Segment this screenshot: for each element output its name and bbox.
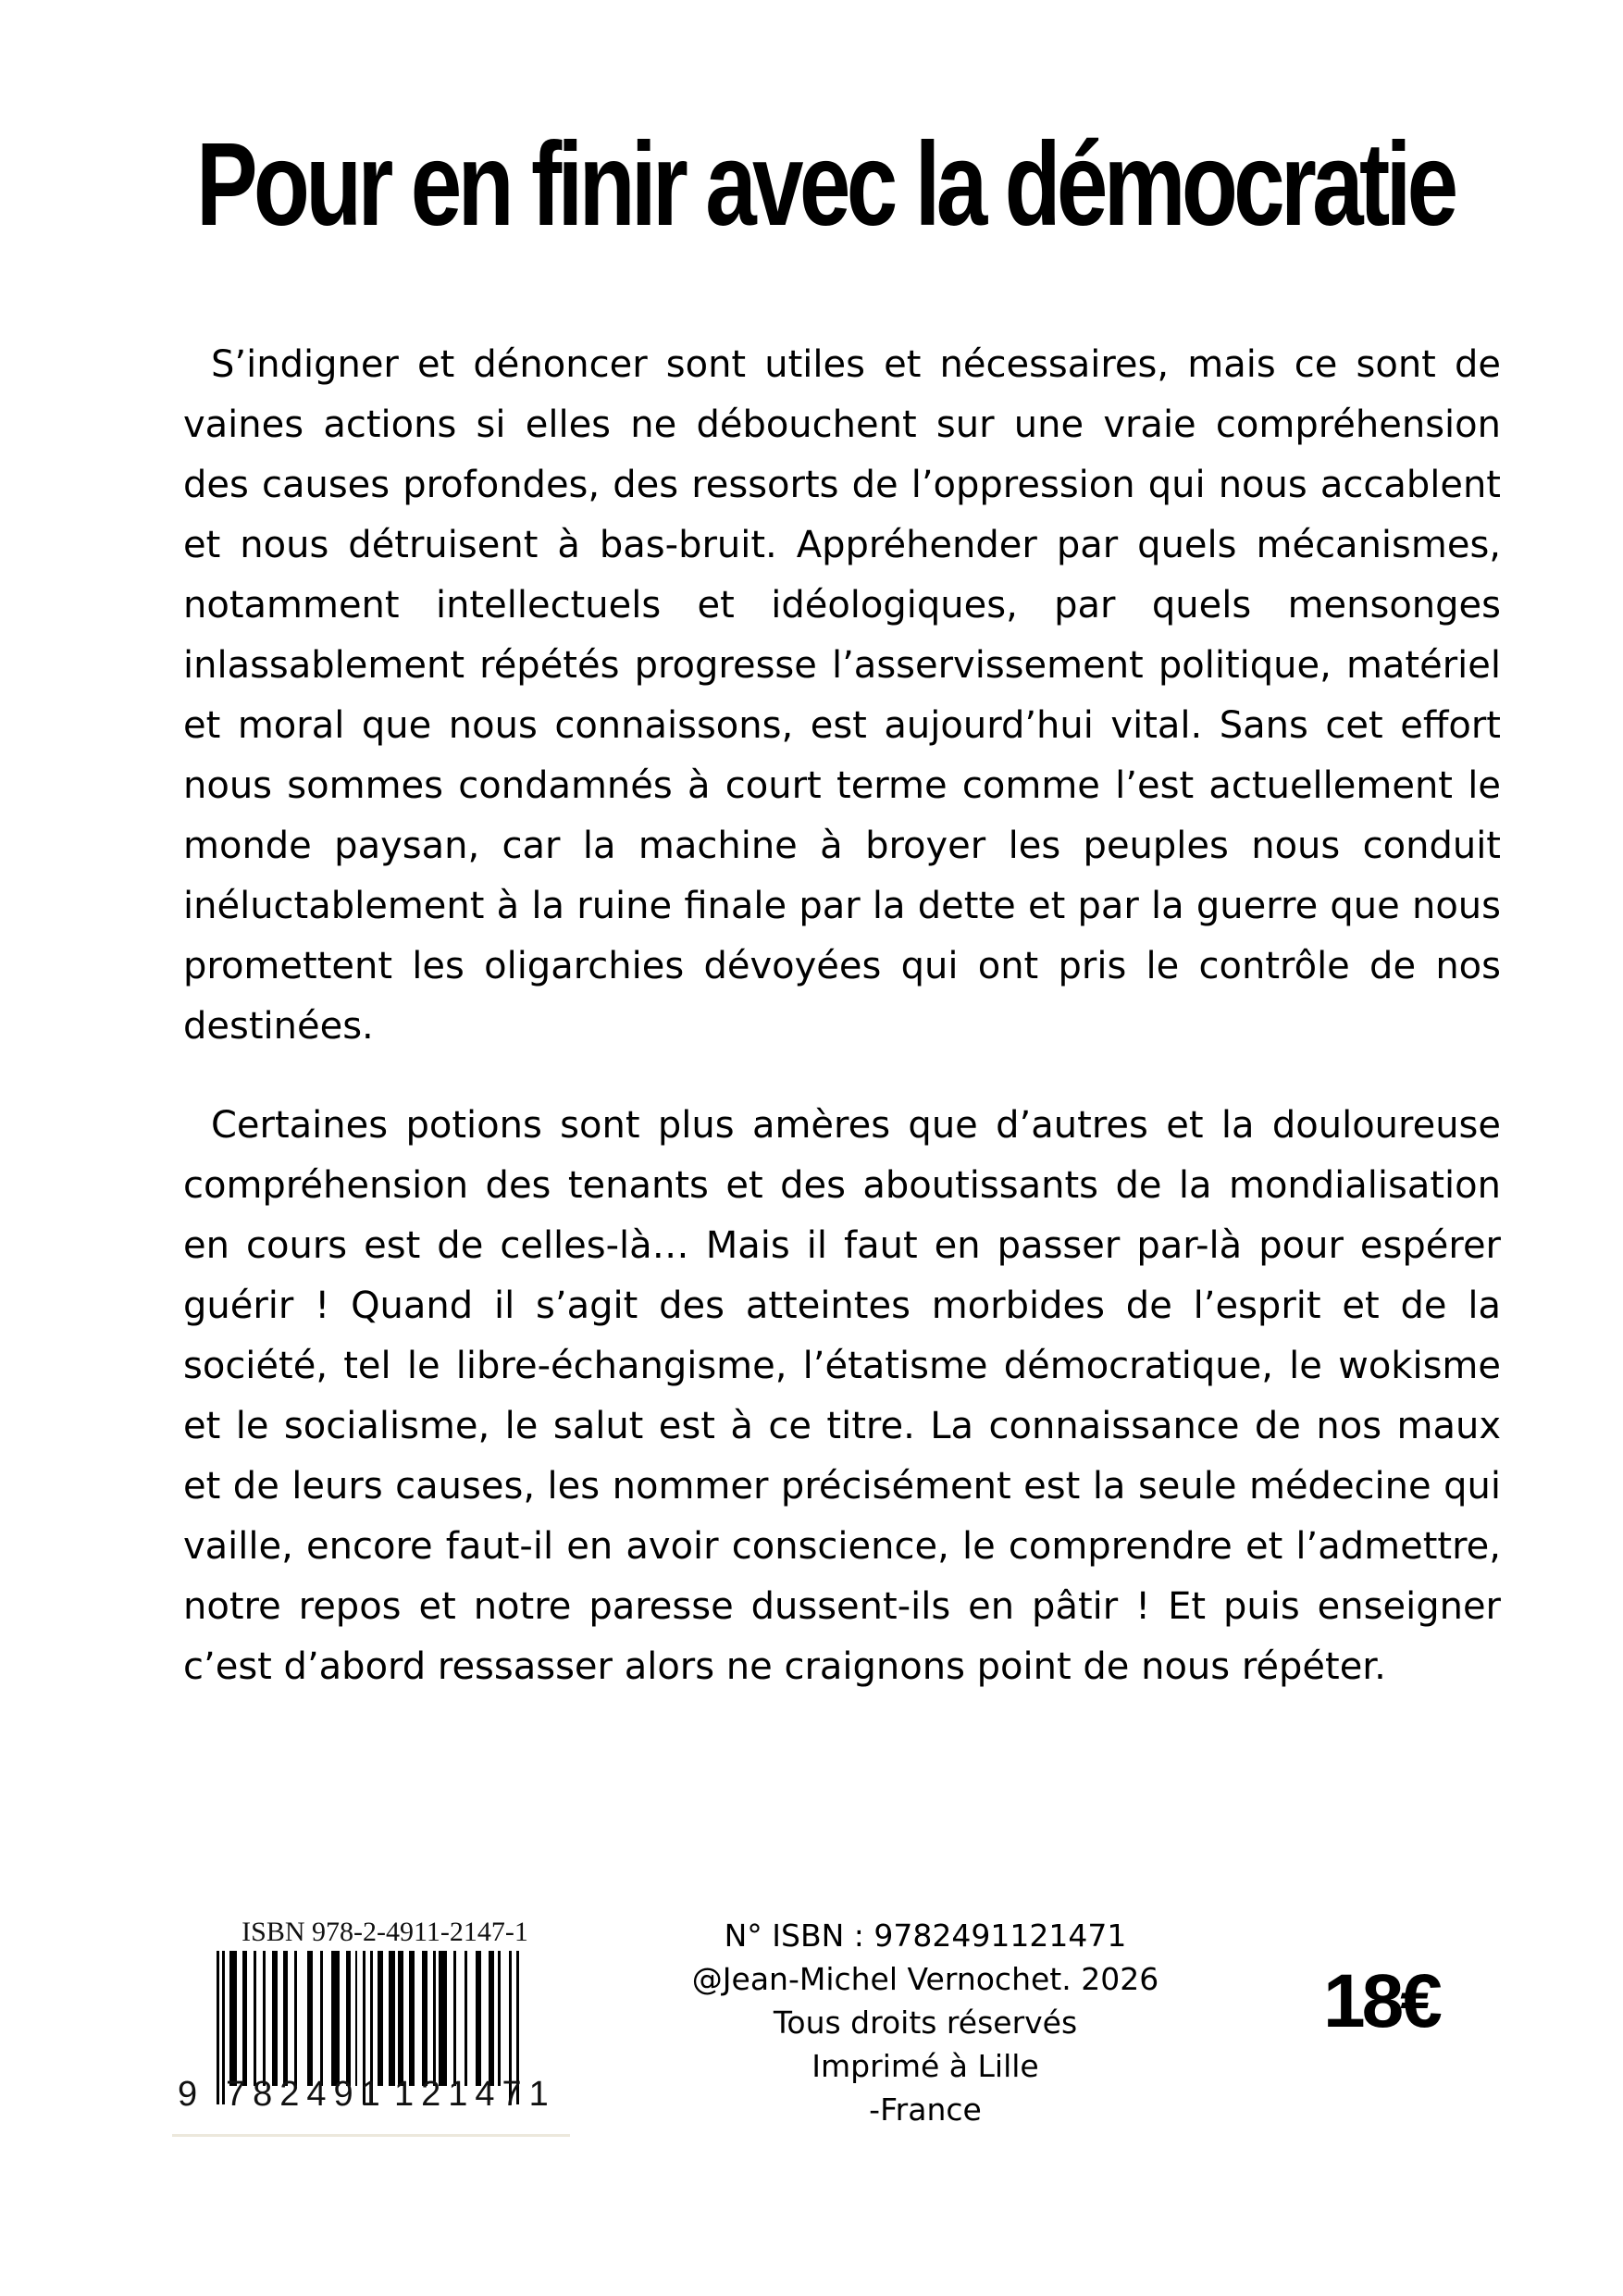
barcode-bar (465, 1951, 467, 2086)
barcode-bar (453, 1951, 456, 2086)
barcode-digit-prefix: 9 (178, 2075, 198, 2114)
colophon-printed: Imprimé à Lille (812, 2048, 1039, 2084)
barcode-bar (307, 1951, 313, 2086)
colophon (666, 1914, 1184, 2131)
barcode-bar (242, 1951, 247, 2086)
paragraph: Certaines potions sont plus amères que d’autres et la douloureuse compréhension des tenants et des aboutissants de la mondialisation en cours est de celles-là… Mais il faut en passer par-là pour espérer guérir ! Quand il s’agit des atteintes morbides de l’esprit et de la société, tel le libre-échangisme, l’étatisme démocratique, le wokisme et le socialisme, le salut est à ce titre. La connaissance de nos maux et de leurs causes, les nommer précisément est la seule médecine qui vaille, encore faut-il en avoir conscience, le comprendre et l’admettre, notre repos et notre paresse dussent-ils en pâtir ! Et puis enseigner c’est d’abord ressasser alors ne craignons point de nous répéter. (183, 1104, 1501, 1688)
barcode-isbn-label: ISBN 978-2-4911-2147-1 (242, 1917, 528, 1947)
barcode-bar (294, 1951, 297, 2086)
barcode-bar (355, 1951, 357, 2086)
barcode-bar (398, 1951, 403, 2086)
barcode-digits-left: 782491 (226, 2075, 388, 2114)
colophon-rights: Tous droits réservés (773, 2004, 1078, 2041)
barcode-bar (389, 1951, 395, 2086)
colophon-country: -France (869, 2091, 982, 2128)
barcode-bar (498, 1951, 501, 2086)
barcode-bar (272, 1951, 278, 2086)
barcode-digits (172, 2075, 570, 2121)
barcode-bar (489, 1951, 494, 2086)
barcode-bar (422, 1951, 427, 2086)
barcode-bar (346, 1951, 351, 2086)
barcode-bar (439, 1951, 447, 2086)
barcode-bar (433, 1951, 436, 2086)
barcode-bar (378, 1951, 383, 2086)
book-title: Pour en finir avec la démocratie (196, 118, 1455, 251)
barcode-bar (283, 1951, 288, 2086)
barcode-bar (409, 1951, 415, 2086)
barcode-bar (476, 1951, 481, 2086)
back-cover-text (183, 335, 1501, 1736)
barcode-bar (263, 1951, 266, 2086)
paragraph: S’indigner et dénoncer sont utiles et nécessaires, mais ce sont de vaines actions si elles ne débouchent sur une vraie compréhension des causes profondes, des ressorts de l’oppression qui nous accablent et nous détruisent à bas-bruit. Appréhender par quels mécanismes, notamment intellectuels et idéologiques, par quels mensonges inlassablement répétés progresse l’asservissement politique, matériel et moral que nous connaissons, est aujourd’hui vital. Sans cet effort nous sommes condamnés à court terme comme l’est actuellement le monde paysan, car la machine à broyer les peuples nous conduit inéluctablement à la ruine finale par la dette et par la guerre que nous promettent les oligarchies dévoyées qui ont pris le contrôle de nos destinées. (183, 343, 1501, 1048)
barcode-bar (320, 1951, 323, 2086)
colophon-isbn: N° ISBN : 9782491121471 (724, 1917, 1127, 1954)
isbn-barcode (172, 1917, 570, 2137)
barcode-bar (229, 1951, 237, 2086)
colophon-copyright: @Jean-Michel Vernochet. 2026 (691, 1961, 1159, 1997)
barcode-bar (331, 1951, 340, 2086)
barcode-digits-right: 121471 (394, 2075, 556, 2114)
barcode-bar (254, 1951, 256, 2086)
price: 18€ (1323, 1959, 1439, 2043)
